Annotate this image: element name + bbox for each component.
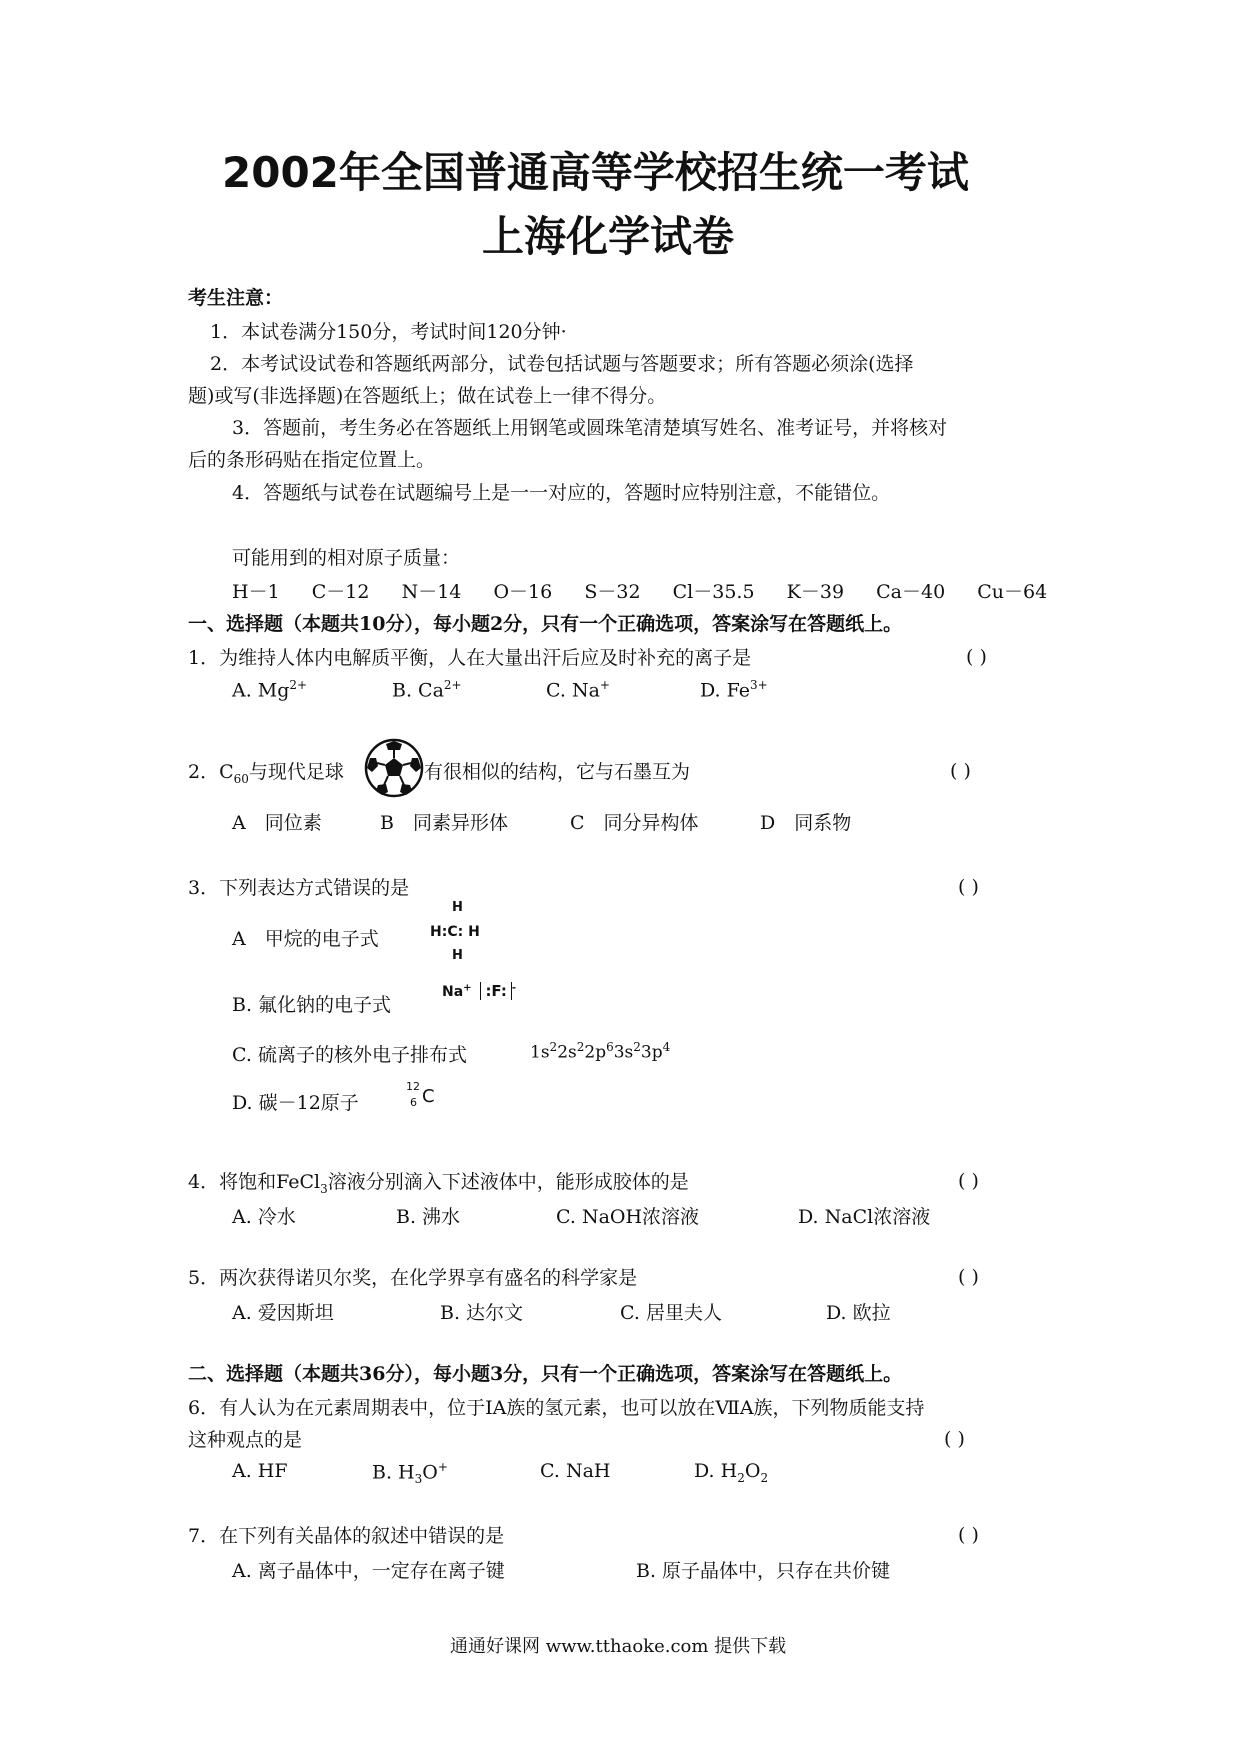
question-6-stem: 6．有人认为在元素周期表中，位于ⅠA族的氢元素，也可以放在ⅦA族，下列物质能支持 — [188, 1397, 925, 1419]
atomic-mass-c: C－12 — [311, 581, 370, 603]
nuclide-atomic-number: 6 — [410, 1096, 417, 1109]
question-1-option-b: B. $Ca^{2+}$ — [392, 678, 462, 702]
question-2-option-d: D 同系物 — [760, 812, 852, 834]
question-3-option-c: C. 硫离子的核外电子排布式 — [232, 1044, 467, 1066]
question-2-option-a: A 同位素 — [232, 812, 322, 834]
section1-heading: 一、选择题（本题共10分），每小题2分，只有一个正确选项，答案涂写在答题纸上。 — [188, 613, 903, 635]
notice-item-3: 3．答题前，考生务必在答题纸上用钢笔或圆珠笔清楚填写姓名、准考证号，并将核对 — [232, 417, 948, 439]
question-6-option-d: D. $H_2O_2$ — [694, 1460, 769, 1485]
question-3-option-a: A 甲烷的电子式 — [232, 928, 379, 950]
soccer-ball-icon — [364, 738, 424, 798]
atomic-mass-cu: Cu－64 — [977, 581, 1048, 603]
notice-item-1: 1．本试卷满分150分，考试时间120分钟· — [210, 321, 567, 343]
section2-heading: 二、选择题（本题共36分），每小题3分，只有一个正确选项，答案涂写在答题纸上。 — [188, 1363, 903, 1385]
atomic-mass-k: K－39 — [786, 581, 845, 603]
question-5-option-d: D. 欧拉 — [826, 1302, 891, 1324]
page-footer: 通通好课网 www.tthaoke.com 提供下载 — [450, 1636, 787, 1657]
question-1-option-c: C. Na+ — [546, 678, 610, 702]
question-5-answer-paren: ( ) — [958, 1266, 979, 1288]
atomic-mass-cl: Cl－35.5 — [672, 581, 755, 603]
atomic-mass-n: N－14 — [401, 581, 462, 603]
question-3-option-b: B. 氟化钠的电子式 — [232, 994, 392, 1016]
page-subtitle: 上海化学试卷 — [482, 212, 735, 261]
question-2-answer-paren: ( ) — [950, 760, 971, 782]
question-7-option-a: A. 离子晶体中，一定存在离子键 — [232, 1560, 505, 1582]
notice-item-3-cont: 后的条形码贴在指定位置上。 — [188, 449, 436, 471]
question-2-stem-start: 2．$C_{60}$与现代足球 — [188, 761, 344, 786]
question-1-stem: 1．为维持人体内电解质平衡，人在大量出汗后应及时补充的离子是 — [188, 647, 752, 669]
question-4-option-c: C. NaOH浓溶液 — [556, 1206, 700, 1228]
question-7-stem: 7．在下列有关晶体的叙述中错误的是 — [188, 1525, 505, 1547]
notice-item-2: 2．本考试设试卷和答题纸两部分，试卷包括试题与答题要求；所有答题必须涂(选择 — [210, 353, 914, 375]
atomic-mass-ca: Ca－40 — [876, 581, 946, 603]
question-4-answer-paren: ( ) — [958, 1170, 979, 1192]
atomic-mass-h: H－1 — [232, 581, 280, 603]
question-4-option-b: B. 沸水 — [396, 1206, 461, 1228]
question-6-option-a: A. HF — [232, 1460, 288, 1482]
question-5-option-b: B. 达尔文 — [440, 1302, 524, 1324]
methane-h-bottom: H — [452, 948, 463, 963]
question-3-option-d: D. 碳－12原子 — [232, 1092, 359, 1114]
nuclide-mass-number: 12 — [406, 1080, 420, 1093]
question-7-option-b: B. 原子晶体中，只存在共价键 — [636, 1560, 891, 1582]
question-6-answer-paren: ( ) — [944, 1428, 965, 1450]
question-5-option-c: C. 居里夫人 — [620, 1302, 722, 1324]
question-5-option-a: A. 爱因斯坦 — [232, 1302, 334, 1324]
question-2-option-c: C 同分异构体 — [570, 812, 699, 834]
question-6-option-b: B. $H_3O^+$ — [372, 1460, 448, 1487]
methane-electron-formula: H:C: H — [430, 924, 480, 940]
atomic-mass-s: S－32 — [584, 581, 641, 603]
question-6-stem-cont: 这种观点的是 — [188, 1429, 303, 1451]
page-title: 2002年全国普通高等学校招生统一考试 — [222, 148, 969, 197]
question-7-answer-paren: ( ) — [958, 1524, 979, 1546]
question-2-option-b: B 同素异形体 — [380, 812, 508, 834]
nuclide-symbol: C — [422, 1086, 435, 1107]
question-3-stem: 3．下列表达方式错误的是 — [188, 877, 410, 899]
atomic-mass-o: O－16 — [493, 581, 553, 603]
question-3-answer-paren: ( ) — [958, 876, 979, 898]
question-1-answer-paren: ( ) — [966, 646, 987, 668]
question-2-stem-end: 有很相似的结构，它与石墨互为 — [424, 761, 691, 783]
atomic-mass-list — [232, 580, 1047, 604]
question-5-stem: 5．两次获得诺贝尔奖，在化学界享有盛名的科学家是 — [188, 1267, 638, 1289]
naf-electron-formula: Na+ :F: - — [442, 982, 517, 1000]
question-1-option-d: D. $Fe^{3+}$ — [700, 678, 768, 702]
question-1-option-a: A. $Mg^{2+}$ — [232, 678, 308, 702]
methane-h-top: H — [452, 900, 463, 915]
atomic-mass-label: 可能用到的相对原子质量： — [232, 547, 461, 569]
notice-item-4: 4．答题纸与试卷在试题编号上是一一对应的，答题时应特别注意，不能错位。 — [232, 482, 891, 504]
notice-heading: 考生注意： — [188, 287, 284, 309]
question-6-option-c: C. NaH — [540, 1460, 611, 1482]
question-4-stem: 4．将饱和FeCl$_3$溶液分别滴入下述液体中，能形成胶体的是 — [188, 1171, 689, 1196]
question-4-option-a: A. 冷水 — [232, 1206, 296, 1228]
notice-item-2-cont: 题)或写(非选择题)在答题纸上；做在试卷上一律不得分。 — [188, 385, 667, 407]
question-4-option-d: D. NaCl浓溶液 — [798, 1206, 931, 1228]
sulfur-ion-configuration: $1s^22s^22p^63s^23p^4$ — [530, 1040, 671, 1063]
